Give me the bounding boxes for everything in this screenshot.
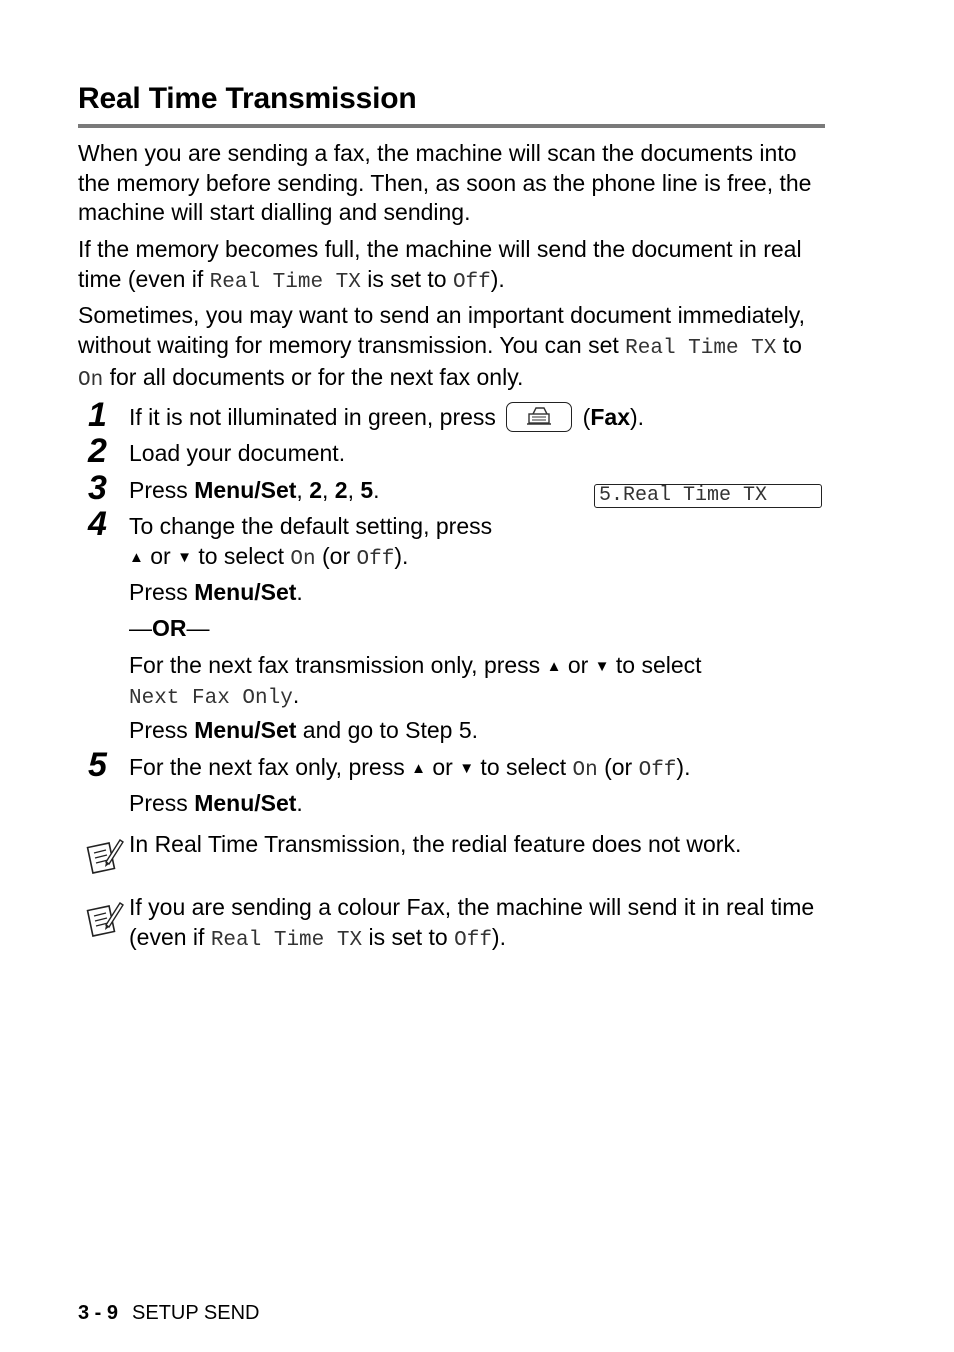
step-4-alt-option: Next Fax Only. xyxy=(129,682,300,710)
step-number-5: 5 xyxy=(88,746,107,784)
down-arrow-icon: ▼ xyxy=(177,549,192,566)
step-3-text: Press Menu/Set, 2, 2, 5. xyxy=(129,477,380,503)
step-number-2: 2 xyxy=(88,432,107,470)
or-separator: —OR— xyxy=(129,615,210,641)
title-rule xyxy=(78,124,825,128)
up-arrow-icon: ▲ xyxy=(411,760,426,777)
note-icon xyxy=(86,899,124,937)
step-number-1: 1 xyxy=(88,396,107,434)
option-paragraph: Sometimes, you may want to send an important document immediately, without waiting for memory transmission. You can set Real Time TX to On for all documents or for the next fax only. xyxy=(78,302,805,392)
page-title: Real Time Transmission xyxy=(78,82,417,115)
down-arrow-icon: ▼ xyxy=(459,760,475,777)
intro-paragraph: When you are sending a fax, the machine will scan the documents into the memory before sending. Then, as soon as the phone line is free, the machine will start dialling and sending. xyxy=(78,140,812,225)
note-icon xyxy=(86,836,124,874)
section-name: SETUP SEND xyxy=(132,1302,260,1324)
up-arrow-icon: ▲ xyxy=(129,549,144,566)
step-number-4: 4 xyxy=(88,505,107,543)
note-redial: In Real Time Transmission, the redial feature does not work. xyxy=(129,831,742,857)
step-5-text: For the next fax only, press ▲ or ▼ to select On (or Off). xyxy=(129,754,691,782)
lcd-display: 5.Real Time TX xyxy=(594,484,822,508)
step-4-alt-line: For the next fax transmission only, press ▲ or ▼ to select xyxy=(129,652,702,678)
fax-key-button[interactable] xyxy=(506,402,572,432)
down-arrow-icon: ▼ xyxy=(594,658,610,675)
page-footer xyxy=(78,1302,259,1325)
fax-machine-icon xyxy=(507,403,571,431)
note-colour-fax: If you are sending a colour Fax, the machine will send it in real time (even if Real Time TX is set to Off). xyxy=(129,894,815,952)
step-1-text: If it is not illuminated in green, press (Fax). xyxy=(129,403,644,434)
memory-paragraph: If the memory becomes full, the machine will send the document in real time (even if Real Time TX is set to Off). xyxy=(78,236,802,294)
step-number-3: 3 xyxy=(88,469,107,507)
step-4-line-1: To change the default setting, press xyxy=(129,513,493,539)
step-5-press: Press Menu/Set. xyxy=(129,790,303,816)
page-number: 3 - 9 xyxy=(78,1302,119,1324)
up-arrow-icon: ▲ xyxy=(546,658,562,675)
step-2-text: Load your document. xyxy=(129,440,346,466)
fax-key-label: Fax xyxy=(590,404,630,430)
step-4-line-2: ▲ or ▼ to select On (or Off). xyxy=(129,543,409,571)
step-4-press-2: Press Menu/Set and go to Step 5. xyxy=(129,717,479,743)
step-4-press: Press Menu/Set. xyxy=(129,579,303,605)
